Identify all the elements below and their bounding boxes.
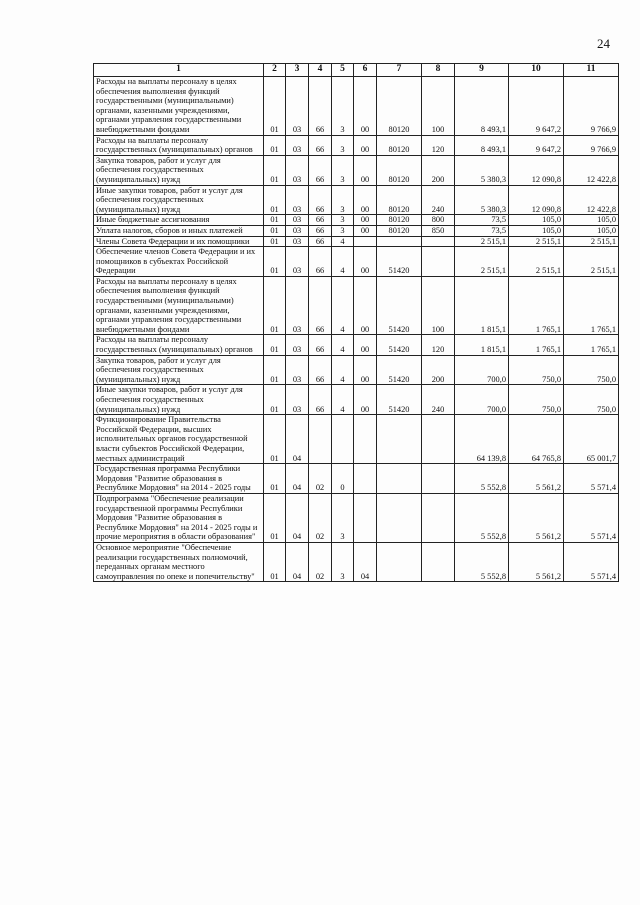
- table-row: [94, 493, 619, 542]
- code-expense-type: [422, 236, 455, 247]
- amount-col9: 5 552,8: [455, 542, 509, 581]
- table-row: [94, 385, 619, 415]
- code-expense-type: 850: [422, 225, 455, 236]
- code-subprogram: 3: [332, 185, 354, 215]
- code-direction: 51420: [377, 355, 422, 385]
- row-name: [94, 185, 264, 215]
- code-subsection: 03: [286, 225, 309, 236]
- budget-table: [93, 63, 619, 582]
- amount-col11: 105,0: [564, 215, 619, 226]
- col-header: 9: [455, 64, 509, 77]
- amount-col11: 1 765,1: [564, 276, 619, 335]
- table-row: [94, 355, 619, 385]
- code-expense-type: 200: [422, 355, 455, 385]
- code-expense-type: 240: [422, 385, 455, 415]
- row-name: [94, 135, 264, 155]
- row-name: [94, 415, 264, 464]
- code-section: 01: [264, 135, 286, 155]
- row-name-text: Расходы на выплаты персоналу государственных (муниципальных) органов: [96, 135, 253, 155]
- code-program: 66: [309, 77, 332, 136]
- row-name-text: Закупка товаров, работ и услуг для обеспечения государственных (муниципальных) нужд: [96, 155, 221, 184]
- amount-col9: 5 552,8: [455, 493, 509, 542]
- code-direction: 80120: [377, 77, 422, 136]
- code-program: 02: [309, 464, 332, 494]
- code-activity: [354, 415, 377, 464]
- code-program: 66: [309, 355, 332, 385]
- code-program: 66: [309, 335, 332, 355]
- table-row: [94, 415, 619, 464]
- row-name-text: Расходы на выплаты персоналу в целях обеспечения выполнения функций государственными (муниципальными) органами, казенными учреждениями, органами управления государственными внебюджетными фондами: [96, 77, 242, 134]
- amount-col9: 73,5: [455, 225, 509, 236]
- amount-col10: 5 561,2: [509, 542, 564, 581]
- page-number: 24: [597, 36, 610, 51]
- code-subprogram: 4: [332, 355, 354, 385]
- row-name: [94, 225, 264, 236]
- code-section: 01: [264, 236, 286, 247]
- code-program: 02: [309, 493, 332, 542]
- row-name: [94, 155, 264, 185]
- amount-col11: 750,0: [564, 355, 619, 385]
- code-section: 01: [264, 215, 286, 226]
- code-activity: 00: [354, 385, 377, 415]
- code-activity: 00: [354, 225, 377, 236]
- amount-col10: 1 765,1: [509, 276, 564, 335]
- code-program: 66: [309, 185, 332, 215]
- table-row: [94, 155, 619, 185]
- row-name: [94, 215, 264, 226]
- amount-col11: 2 515,1: [564, 236, 619, 247]
- code-activity: 00: [354, 185, 377, 215]
- amount-col11: 12 422,8: [564, 155, 619, 185]
- code-section: 01: [264, 247, 286, 277]
- code-activity: 04: [354, 542, 377, 581]
- row-name-text: Обеспечение членов Совета Федерации и их помощников в субъектах Российской Федерации: [96, 247, 256, 276]
- code-subprogram: 4: [332, 335, 354, 355]
- amount-col11: 750,0: [564, 385, 619, 415]
- table-row: [94, 236, 619, 247]
- code-subprogram: 3: [332, 77, 354, 136]
- code-section: 01: [264, 355, 286, 385]
- amount-col10: 105,0: [509, 215, 564, 226]
- code-section: 01: [264, 464, 286, 494]
- code-expense-type: [422, 415, 455, 464]
- amount-col11: 9 766,9: [564, 135, 619, 155]
- table-row: [94, 542, 619, 581]
- code-direction: 51420: [377, 247, 422, 277]
- code-section: 01: [264, 542, 286, 581]
- table-row: [94, 215, 619, 226]
- code-direction: 80120: [377, 185, 422, 215]
- code-direction: 51420: [377, 385, 422, 415]
- code-direction: [377, 542, 422, 581]
- code-section: 01: [264, 185, 286, 215]
- code-expense-type: 120: [422, 335, 455, 355]
- code-section: 01: [264, 225, 286, 236]
- row-name-text: Иные закупки товаров, работ и услуг для обеспечения государственных (муниципальных) нужд: [96, 385, 243, 414]
- code-subsection: 04: [286, 493, 309, 542]
- code-subsection: 03: [286, 247, 309, 277]
- amount-col11: 5 571,4: [564, 493, 619, 542]
- amount-col10: 5 561,2: [509, 493, 564, 542]
- code-direction: 80120: [377, 225, 422, 236]
- code-program: 66: [309, 236, 332, 247]
- row-name: [94, 385, 264, 415]
- code-activity: 00: [354, 77, 377, 136]
- code-subsection: 03: [286, 155, 309, 185]
- code-direction: 80120: [377, 135, 422, 155]
- code-subsection: 03: [286, 335, 309, 355]
- table-row: [94, 464, 619, 494]
- row-name-text: Закупка товаров, работ и услуг для обеспечения государственных (муниципальных) нужд: [96, 355, 221, 384]
- code-program: 66: [309, 385, 332, 415]
- table-row: [94, 77, 619, 136]
- amount-col10: 750,0: [509, 355, 564, 385]
- row-name: [94, 236, 264, 247]
- code-program: 66: [309, 276, 332, 335]
- code-subsection: 04: [286, 415, 309, 464]
- row-name-text: Расходы на выплаты персоналу в целях обеспечения выполнения функций государственными (муниципальными) органами, казенными учреждениями, органами управления государственными внебюджетными фондами: [96, 276, 242, 334]
- row-name-text: Уплата налогов, сборов и иных платежей: [96, 225, 243, 235]
- col-header: 5: [332, 64, 354, 77]
- code-direction: 80120: [377, 155, 422, 185]
- code-expense-type: 100: [422, 77, 455, 136]
- code-activity: 00: [354, 215, 377, 226]
- code-activity: 00: [354, 247, 377, 277]
- code-section: 01: [264, 335, 286, 355]
- amount-col10: 1 765,1: [509, 335, 564, 355]
- table-row: [94, 335, 619, 355]
- table-row: [94, 247, 619, 277]
- row-name-text: Расходы на выплаты персоналу государственных (муниципальных) органов: [96, 335, 253, 355]
- code-activity: 00: [354, 135, 377, 155]
- col-header: 11: [564, 64, 619, 77]
- amount-col11: 1 765,1: [564, 335, 619, 355]
- code-subsection: 04: [286, 464, 309, 494]
- code-expense-type: 240: [422, 185, 455, 215]
- code-program: 02: [309, 542, 332, 581]
- col-header: 8: [422, 64, 455, 77]
- header-row: [94, 64, 619, 77]
- code-activity: [354, 236, 377, 247]
- amount-col9: 2 515,1: [455, 236, 509, 247]
- table-row: [94, 276, 619, 335]
- amount-col11: 12 422,8: [564, 185, 619, 215]
- table-row: [94, 225, 619, 236]
- code-program: 66: [309, 247, 332, 277]
- code-section: 01: [264, 77, 286, 136]
- row-name: [94, 335, 264, 355]
- code-direction: [377, 236, 422, 247]
- amount-col11: 105,0: [564, 225, 619, 236]
- amount-col9: 64 139,8: [455, 415, 509, 464]
- code-program: 66: [309, 225, 332, 236]
- amount-col11: 9 766,9: [564, 77, 619, 136]
- amount-col9: 73,5: [455, 215, 509, 226]
- amount-col10: 2 515,1: [509, 236, 564, 247]
- amount-col10: 12 090,8: [509, 185, 564, 215]
- code-section: 01: [264, 415, 286, 464]
- code-expense-type: 100: [422, 276, 455, 335]
- amount-col11: 5 571,4: [564, 464, 619, 494]
- code-expense-type: 200: [422, 155, 455, 185]
- code-subprogram: 3: [332, 155, 354, 185]
- amount-col11: 5 571,4: [564, 542, 619, 581]
- code-direction: 51420: [377, 335, 422, 355]
- code-section: 01: [264, 385, 286, 415]
- row-name-text: Иные бюджетные ассигнования: [96, 215, 210, 225]
- code-direction: [377, 493, 422, 542]
- code-subprogram: 4: [332, 385, 354, 415]
- code-expense-type: [422, 247, 455, 277]
- col-header: 3: [286, 64, 309, 77]
- code-section: 01: [264, 155, 286, 185]
- code-subprogram: 0: [332, 464, 354, 494]
- row-name: [94, 464, 264, 494]
- row-name-text: Основное мероприятие "Обеспечение реализации государственных полномочий, переданных органам местного самоуправления по опеке и попечительству": [96, 542, 255, 581]
- code-program: 66: [309, 155, 332, 185]
- amount-col11: 65 001,7: [564, 415, 619, 464]
- amount-col10: 750,0: [509, 385, 564, 415]
- table-body: [94, 77, 619, 582]
- code-subprogram: 3: [332, 493, 354, 542]
- code-section: 01: [264, 276, 286, 335]
- code-subprogram: 4: [332, 276, 354, 335]
- amount-col9: 2 515,1: [455, 247, 509, 277]
- code-direction: 51420: [377, 276, 422, 335]
- code-activity: 00: [354, 155, 377, 185]
- code-subsection: 04: [286, 542, 309, 581]
- code-subsection: 03: [286, 135, 309, 155]
- code-subsection: 03: [286, 215, 309, 226]
- row-name-text: Функционирование Правительства Российской Федерации, высших исполнительных органов государственной власти субъектов Российской Федерации, местных администраций: [96, 415, 248, 463]
- row-name-text: Члены Совета Федерации и их помощники: [96, 236, 250, 246]
- amount-col10: 105,0: [509, 225, 564, 236]
- row-name: [94, 77, 264, 136]
- code-program: 66: [309, 215, 332, 226]
- amount-col9: 1 815,1: [455, 335, 509, 355]
- code-activity: [354, 493, 377, 542]
- amount-col10: 9 647,2: [509, 77, 564, 136]
- code-subprogram: [332, 415, 354, 464]
- code-subsection: 03: [286, 276, 309, 335]
- col-header: 4: [309, 64, 332, 77]
- amount-col10: 5 561,2: [509, 464, 564, 494]
- amount-col9: 700,0: [455, 385, 509, 415]
- row-name-text: Подпрограмма "Обеспечение реализации государственной программы Республики Мордовия "Развитие образования в Республике Мордовия" на 2014 - 2025 годы и прочие мероприятия в области образования": [96, 493, 258, 542]
- row-name-text: Государственная программа Республики Мордовия "Развитие образования в Республике Мордовия" на 2014 - 2025 годы: [96, 464, 251, 493]
- row-name: [94, 276, 264, 335]
- row-name-text: Иные закупки товаров, работ и услуг для обеспечения государственных (муниципальных) нужд: [96, 185, 243, 214]
- code-direction: [377, 464, 422, 494]
- amount-col9: 1 815,1: [455, 276, 509, 335]
- amount-col10: 2 515,1: [509, 247, 564, 277]
- code-program: [309, 415, 332, 464]
- table-row: [94, 135, 619, 155]
- code-activity: 00: [354, 335, 377, 355]
- code-direction: 80120: [377, 215, 422, 226]
- code-activity: [354, 464, 377, 494]
- amount-col10: 9 647,2: [509, 135, 564, 155]
- col-header: 2: [264, 64, 286, 77]
- code-program: 66: [309, 135, 332, 155]
- code-subprogram: 4: [332, 247, 354, 277]
- code-section: 01: [264, 493, 286, 542]
- amount-col9: 8 493,1: [455, 77, 509, 136]
- table-row: [94, 185, 619, 215]
- col-header: 7: [377, 64, 422, 77]
- row-name: [94, 493, 264, 542]
- amount-col9: 5 380,3: [455, 155, 509, 185]
- code-direction: [377, 415, 422, 464]
- code-subprogram: 3: [332, 225, 354, 236]
- code-activity: 00: [354, 355, 377, 385]
- code-subsection: 03: [286, 185, 309, 215]
- row-name: [94, 542, 264, 581]
- amount-col9: 5 380,3: [455, 185, 509, 215]
- code-expense-type: 120: [422, 135, 455, 155]
- code-subsection: 03: [286, 77, 309, 136]
- amount-col10: 12 090,8: [509, 155, 564, 185]
- code-subprogram: 3: [332, 542, 354, 581]
- amount-col9: 700,0: [455, 355, 509, 385]
- code-activity: 00: [354, 276, 377, 335]
- amount-col10: 64 765,8: [509, 415, 564, 464]
- row-name: [94, 247, 264, 277]
- code-subprogram: 3: [332, 135, 354, 155]
- code-expense-type: [422, 493, 455, 542]
- code-subsection: 03: [286, 355, 309, 385]
- code-expense-type: [422, 464, 455, 494]
- code-subprogram: 4: [332, 236, 354, 247]
- col-header: 10: [509, 64, 564, 77]
- code-subsection: 03: [286, 385, 309, 415]
- amount-col11: 2 515,1: [564, 247, 619, 277]
- code-expense-type: 800: [422, 215, 455, 226]
- amount-col9: 8 493,1: [455, 135, 509, 155]
- code-subprogram: 3: [332, 215, 354, 226]
- row-name: [94, 355, 264, 385]
- code-subsection: 03: [286, 236, 309, 247]
- amount-col9: 5 552,8: [455, 464, 509, 494]
- code-expense-type: [422, 542, 455, 581]
- col-header: 6: [354, 64, 377, 77]
- col-header: 1: [94, 64, 264, 77]
